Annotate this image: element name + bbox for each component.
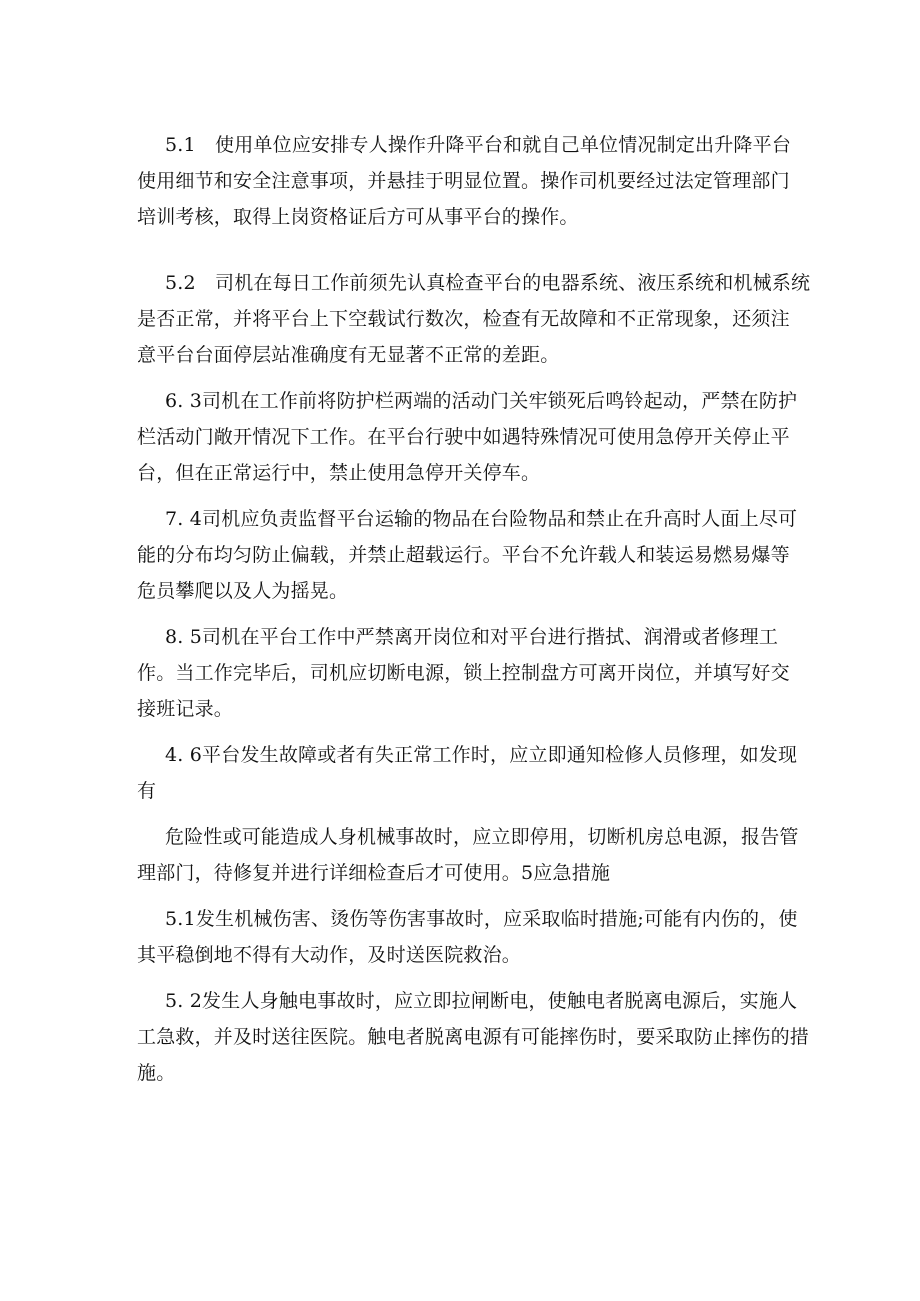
paragraph-5-2-electric-shock <box>137 983 810 1091</box>
text-line: 5. 2发生人身触电事故时，应立即拉闸断电，使触电者脱离电源后，实施人 <box>165 990 798 1012</box>
paragraph-fault-continued <box>137 819 799 891</box>
paragraph-5-1-emergency-injury <box>137 901 798 973</box>
paragraph-5-2-inspection <box>137 265 811 373</box>
text-line: 意平台台面停层站准确度有无显著不正常的差距。 <box>137 344 560 366</box>
paragraph-7-4-load <box>137 501 798 609</box>
text-line: 培训考核，取得上岗资格证后方可从事平台的操作。 <box>137 206 579 228</box>
text-line: 7. 4司机应负责监督平台运输的物品在台险物品和禁止在升高时人面上尽可 <box>165 508 798 530</box>
text-line: 理部门，待修复并进行详细检查后才可使用。5应急措施 <box>137 862 611 884</box>
text-line: 4. 6平台发生故障或者有失正常工作时，应立即通知检修人员修理，如发现 <box>165 744 798 766</box>
text-line: 接班记录。 <box>137 698 234 720</box>
text-line: 危员攀爬以及人为摇晃。 <box>137 580 349 602</box>
text-line: 其平稳倒地不得有大动作，及时送医院救治。 <box>137 944 522 966</box>
paragraph-6-3-guardrail <box>137 383 798 491</box>
document-body <box>137 127 811 1091</box>
text-line: 使用细节和安全注意事项，并悬挂于明显位置。操作司机要经过法定管理部门 <box>137 170 790 192</box>
text-line: 5.1 使用单位应安排专人操作升降平台和就自己单位情况制定出升降平台 <box>165 134 792 156</box>
text-line: 作。当工作完毕后，司机应切断电源，锁上控制盘方可离开岗位，并填写好交 <box>137 662 790 684</box>
text-line: 危险性或可能造成人身机械事故时，应立即停用，切断机房总电源，报告管 <box>165 826 799 848</box>
paragraph-8-5-duty <box>137 619 790 727</box>
text-line: 工急救，并及时送往医院。触电者脱离电源有可能摔伤时，要采取防止摔伤的措 <box>137 1026 810 1048</box>
text-line: 5.1发生机械伤害、烫伤等伤害事故时，应采取临时措施;可能有内伤的，使 <box>165 908 798 930</box>
paragraph-4-6-fault <box>137 737 798 809</box>
text-line: 5.2 司机在每日工作前须先认真检查平台的电器系统、液压系统和机械系统 <box>165 272 811 294</box>
text-line: 有 <box>137 780 157 802</box>
text-line: 6. 3司机在工作前将防护栏两端的活动门关牢锁死后鸣铃起动，严禁在防护 <box>165 390 798 412</box>
text-line: 施。 <box>137 1062 176 1084</box>
text-line: 是否正常，并将平台上下空载试行数次，检查有无故障和不正常现象，还须注 <box>137 308 790 330</box>
text-line: 8. 5司机在平台工作中严禁离开岗位和对平台进行揩拭、润滑或者修理工 <box>165 626 779 648</box>
text-line: 能的分布均匀防止偏载，并禁止超载运行。平台不允许载人和装运易燃易爆等 <box>137 544 790 566</box>
paragraph-5-1-operation <box>137 127 792 235</box>
text-line: 台，但在正常运行中，禁止使用急停开关停车。 <box>137 462 541 484</box>
text-line: 栏活动门敞开情况下工作。在平台行驶中如遇特殊情况可使用急停开关停止平 <box>137 426 790 448</box>
